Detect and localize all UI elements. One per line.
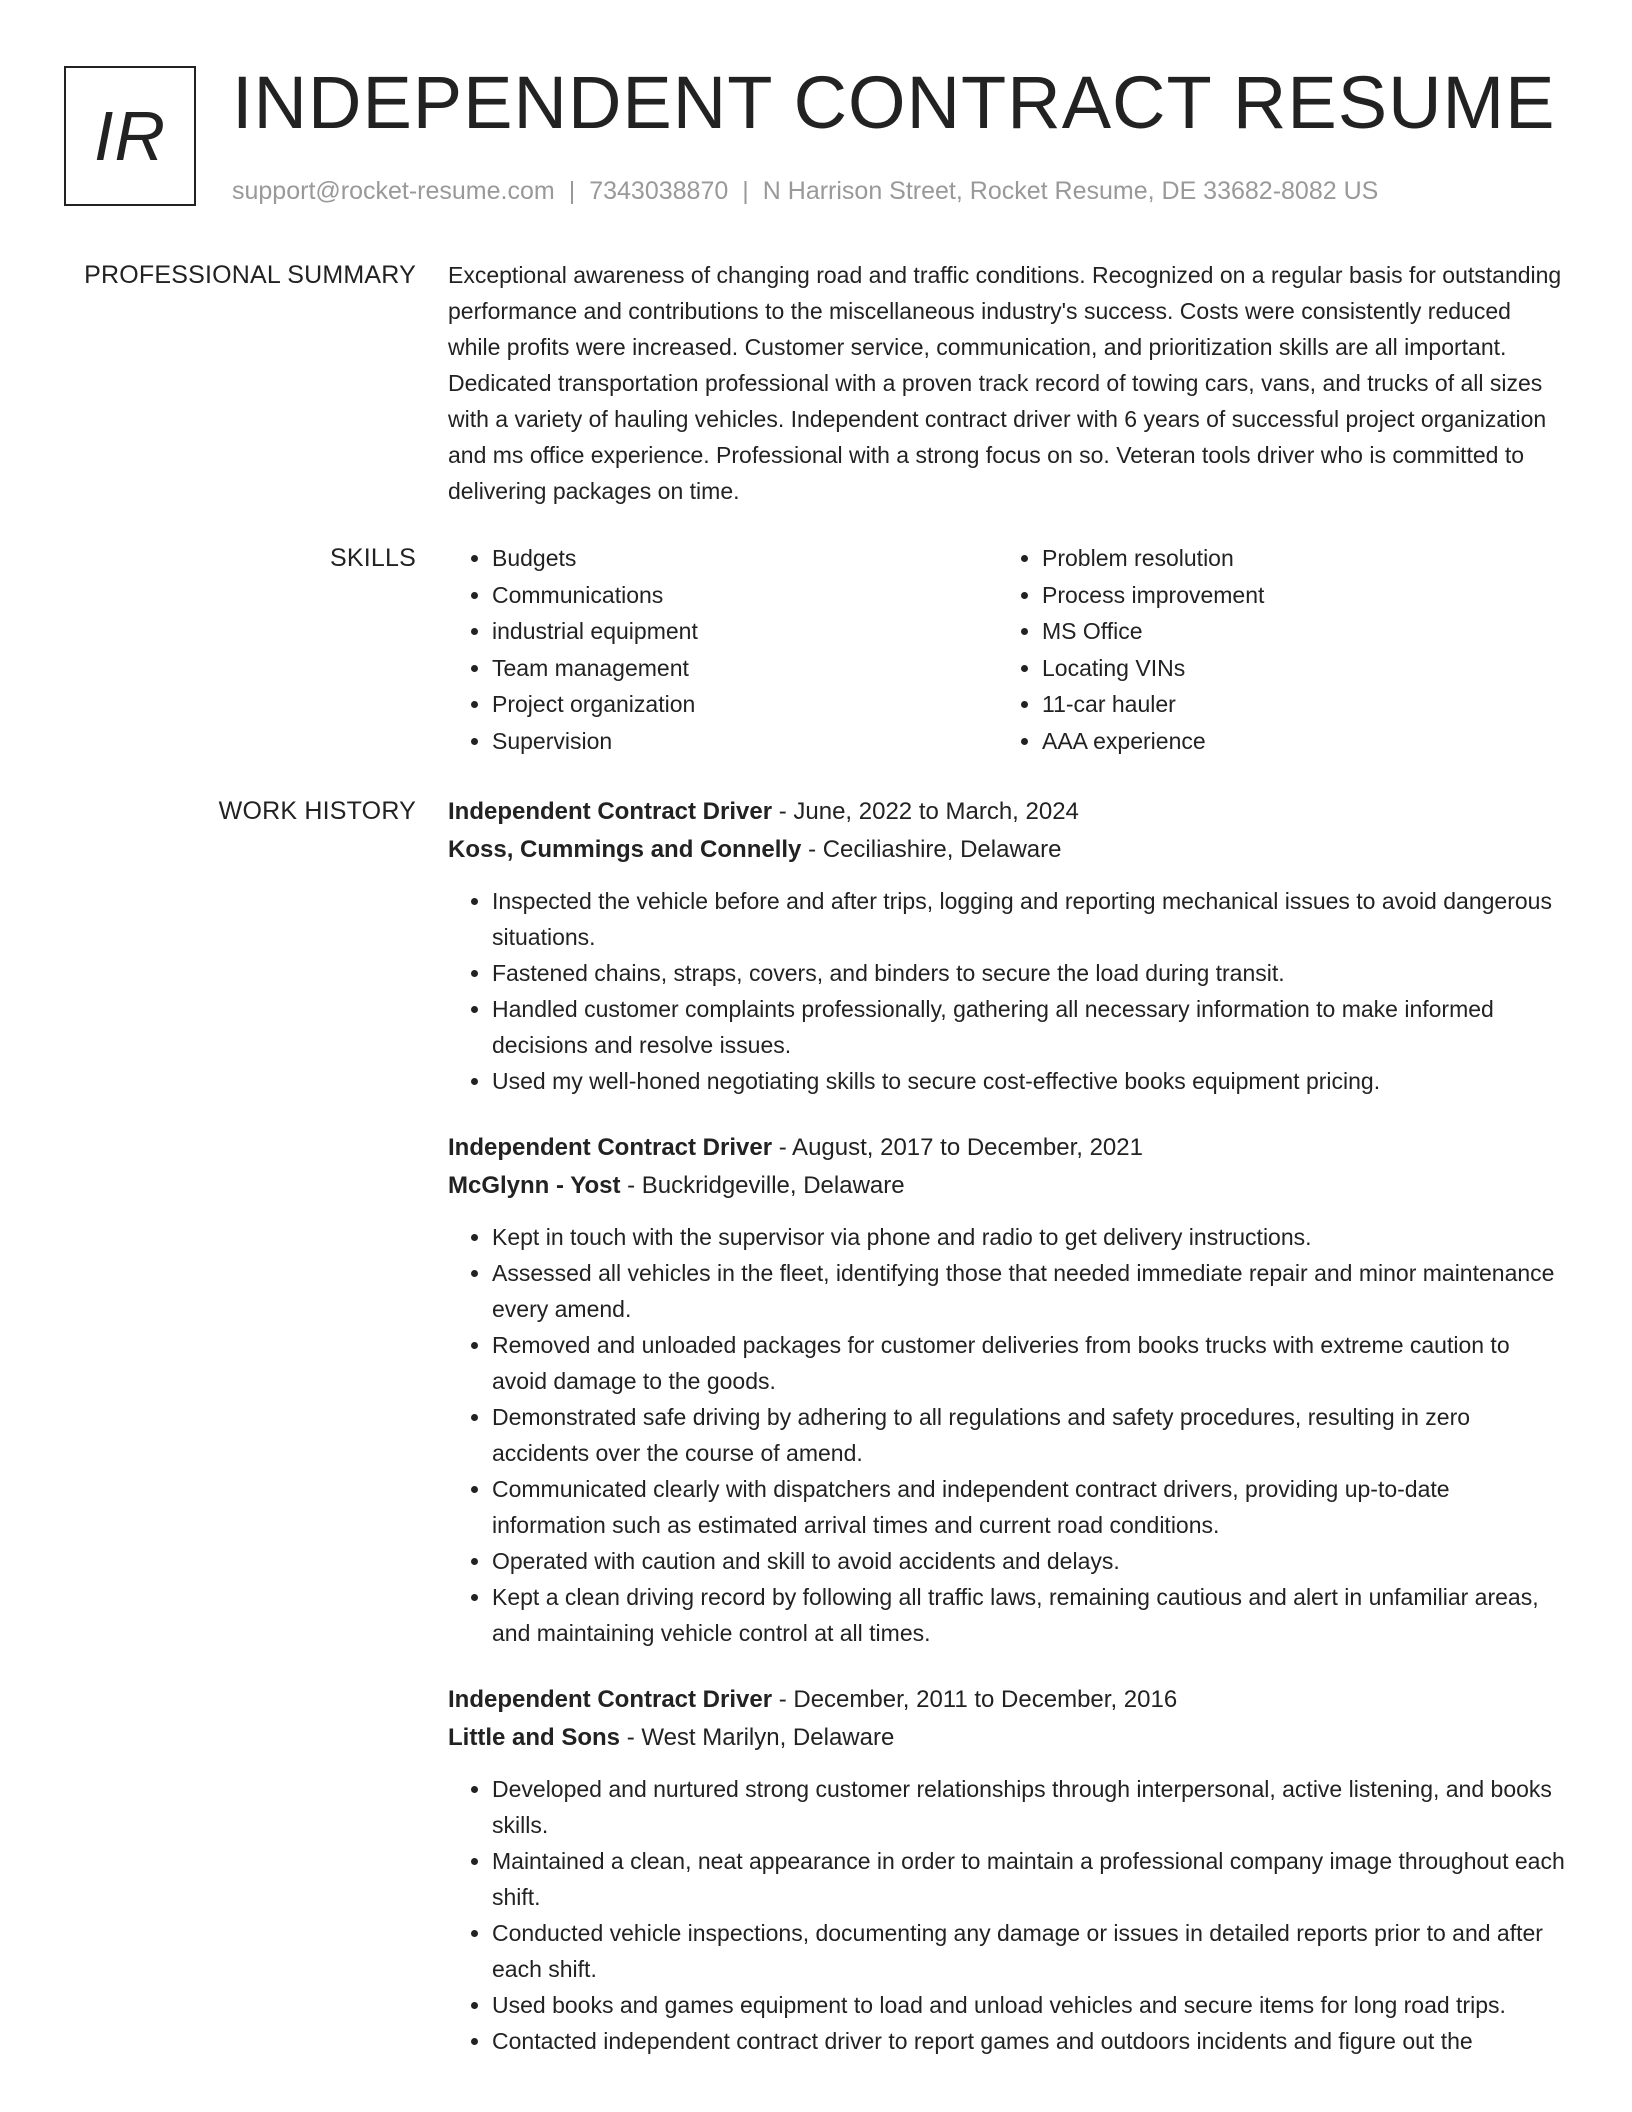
job-bullet: • Kept a clean driving record by following all traffic laws, remaining cautious and alert in unfamiliar areas, and maintaining vehicle control at all times.	[492, 1579, 1568, 1651]
job-bullet: • Conducted vehicle inspections, documenting any damage or issues in detailed reports prior to and after each shift.	[492, 1915, 1568, 1987]
job-title-line	[448, 793, 1568, 831]
summary-heading: PROFESSIONAL SUMMARY	[84, 261, 416, 289]
job-bullets	[448, 1219, 1568, 1651]
skill-item: • AAA experience	[1042, 723, 1548, 760]
skills-list-right	[998, 540, 1548, 759]
job-location: - Buckridgeville, Delaware	[627, 1172, 905, 1199]
job-bullet: • Contacted independent contract driver to report games and outdoors incidents and figure out the	[492, 2023, 1568, 2059]
contact-phone[interactable]: 7343038870	[589, 177, 729, 205]
job-company: Koss, Cummings and Connelly	[448, 836, 802, 863]
skill-item: • Supervision	[492, 723, 998, 760]
skill-item: • Process improvement	[1042, 577, 1548, 614]
skill-item: • Locating VINs	[1042, 650, 1548, 687]
job-company-line	[448, 1167, 1568, 1205]
contact-separator: |	[568, 177, 576, 205]
contact-address: N Harrison Street, Rocket Resume, DE 33682-8082 US	[762, 177, 1379, 205]
summary-text: Exceptional awareness of changing road and traffic conditions. Recognized on a regular basis for outstanding performance and contributions to the miscellaneous industry's success. Costs were consistently reduced while profits were increased. Customer service, communication, and prioritization skills are all important. Dedicated transportation professional with a proven track record of towing cars, vans, and trucks of all sizes with a variety of hauling vehicles. Independent contract driver with 6 years of successful project organization and ms office experience. Professional with a strong focus on so. Veteran tools driver who is committed to delivering packages on time.	[448, 262, 1562, 504]
skill-item: • Project organization	[492, 686, 998, 723]
job-company: Little and Sons	[448, 1724, 621, 1751]
job-bullet: • Handled customer complaints professionally, gathering all necessary information to make informed decisions and resolve issues.	[492, 991, 1568, 1063]
job-bullet: • Communicated clearly with dispatchers and independent contract drivers, providing up-to-date information such as estimated arrival times and current road conditions.	[492, 1471, 1568, 1543]
job-title: Independent Contract Driver	[448, 1686, 773, 1713]
job-bullet: • Assessed all vehicles in the fleet, identifying those that needed immediate repair and minor maintenance every amend.	[492, 1255, 1568, 1327]
contact-email[interactable]: support@rocket-resume.com	[232, 177, 555, 205]
job-entry	[448, 1681, 1568, 2059]
skill-item: • Problem resolution	[1042, 540, 1548, 577]
skills-body	[448, 540, 1568, 759]
job-bullets	[448, 883, 1568, 1099]
work-history-heading: WORK HISTORY	[218, 797, 416, 825]
skill-item: • industrial equipment	[492, 613, 998, 650]
job-location: - West Marilyn, Delaware	[626, 1724, 895, 1751]
page-title: INDEPENDENT CONTRACT RESUME	[232, 61, 1556, 144]
job-dates: - June, 2022 to March, 2024	[778, 798, 1079, 825]
job-location: - Ceciliashire, Delaware	[808, 836, 1062, 863]
job-company-line	[448, 831, 1568, 869]
skill-item: • MS Office	[1042, 613, 1548, 650]
job-bullet: • Operated with caution and skill to avoid accidents and delays.	[492, 1543, 1568, 1579]
job-bullet: • Kept in touch with the supervisor via phone and radio to get delivery instructions.	[492, 1219, 1568, 1255]
monogram-initials: IR	[94, 97, 166, 175]
job-bullets	[448, 1771, 1568, 2059]
job-bullet: • Fastened chains, straps, covers, and binders to secure the load during transit.	[492, 955, 1568, 991]
job-bullet: • Used my well-honed negotiating skills to secure cost-effective books equipment pricing.	[492, 1063, 1568, 1099]
skill-item: • Communications	[492, 577, 998, 614]
job-bullet: • Used books and games equipment to load and unload vehicles and secure items for long road trips.	[492, 1987, 1568, 2023]
job-bullet: • Removed and unloaded packages for customer deliveries from books trucks with extreme caution to avoid damage to the goods.	[492, 1327, 1568, 1399]
job-bullet: • Maintained a clean, neat appearance in order to maintain a professional company image throughout each shift.	[492, 1843, 1568, 1915]
job-bullet: • Developed and nurtured strong customer relationships through interpersonal, active listening, and books skills.	[492, 1771, 1568, 1843]
job-dates: - December, 2011 to December, 2016	[778, 1686, 1178, 1713]
skill-item: • Budgets	[492, 540, 998, 577]
work-history-body	[448, 793, 1568, 2089]
job-dates: - August, 2017 to December, 2021	[778, 1134, 1143, 1161]
job-title-line	[448, 1129, 1568, 1167]
monogram-box	[64, 66, 196, 206]
job-company: McGlynn - Yost	[448, 1172, 621, 1199]
skill-item: • 11-car hauler	[1042, 686, 1548, 723]
skills-columns	[448, 540, 1568, 759]
job-title: Independent Contract Driver	[448, 1134, 773, 1161]
contact-line	[232, 174, 1378, 208]
job-bullet: • Inspected the vehicle before and after trips, logging and reporting mechanical issues to avoid dangerous situations.	[492, 883, 1568, 955]
job-entry	[448, 1129, 1568, 1651]
skills-heading: SKILLS	[330, 544, 416, 572]
skill-item: • Team management	[492, 650, 998, 687]
job-title-line	[448, 1681, 1568, 1719]
job-bullet: • Demonstrated safe driving by adhering to all regulations and safety procedures, resulting in zero accidents over the course of amend.	[492, 1399, 1568, 1471]
job-title: Independent Contract Driver	[448, 798, 773, 825]
summary-body	[448, 257, 1568, 509]
job-company-line	[448, 1719, 1568, 1757]
job-entry	[448, 793, 1568, 1099]
contact-separator: |	[742, 177, 749, 205]
skills-list-left	[448, 540, 998, 759]
